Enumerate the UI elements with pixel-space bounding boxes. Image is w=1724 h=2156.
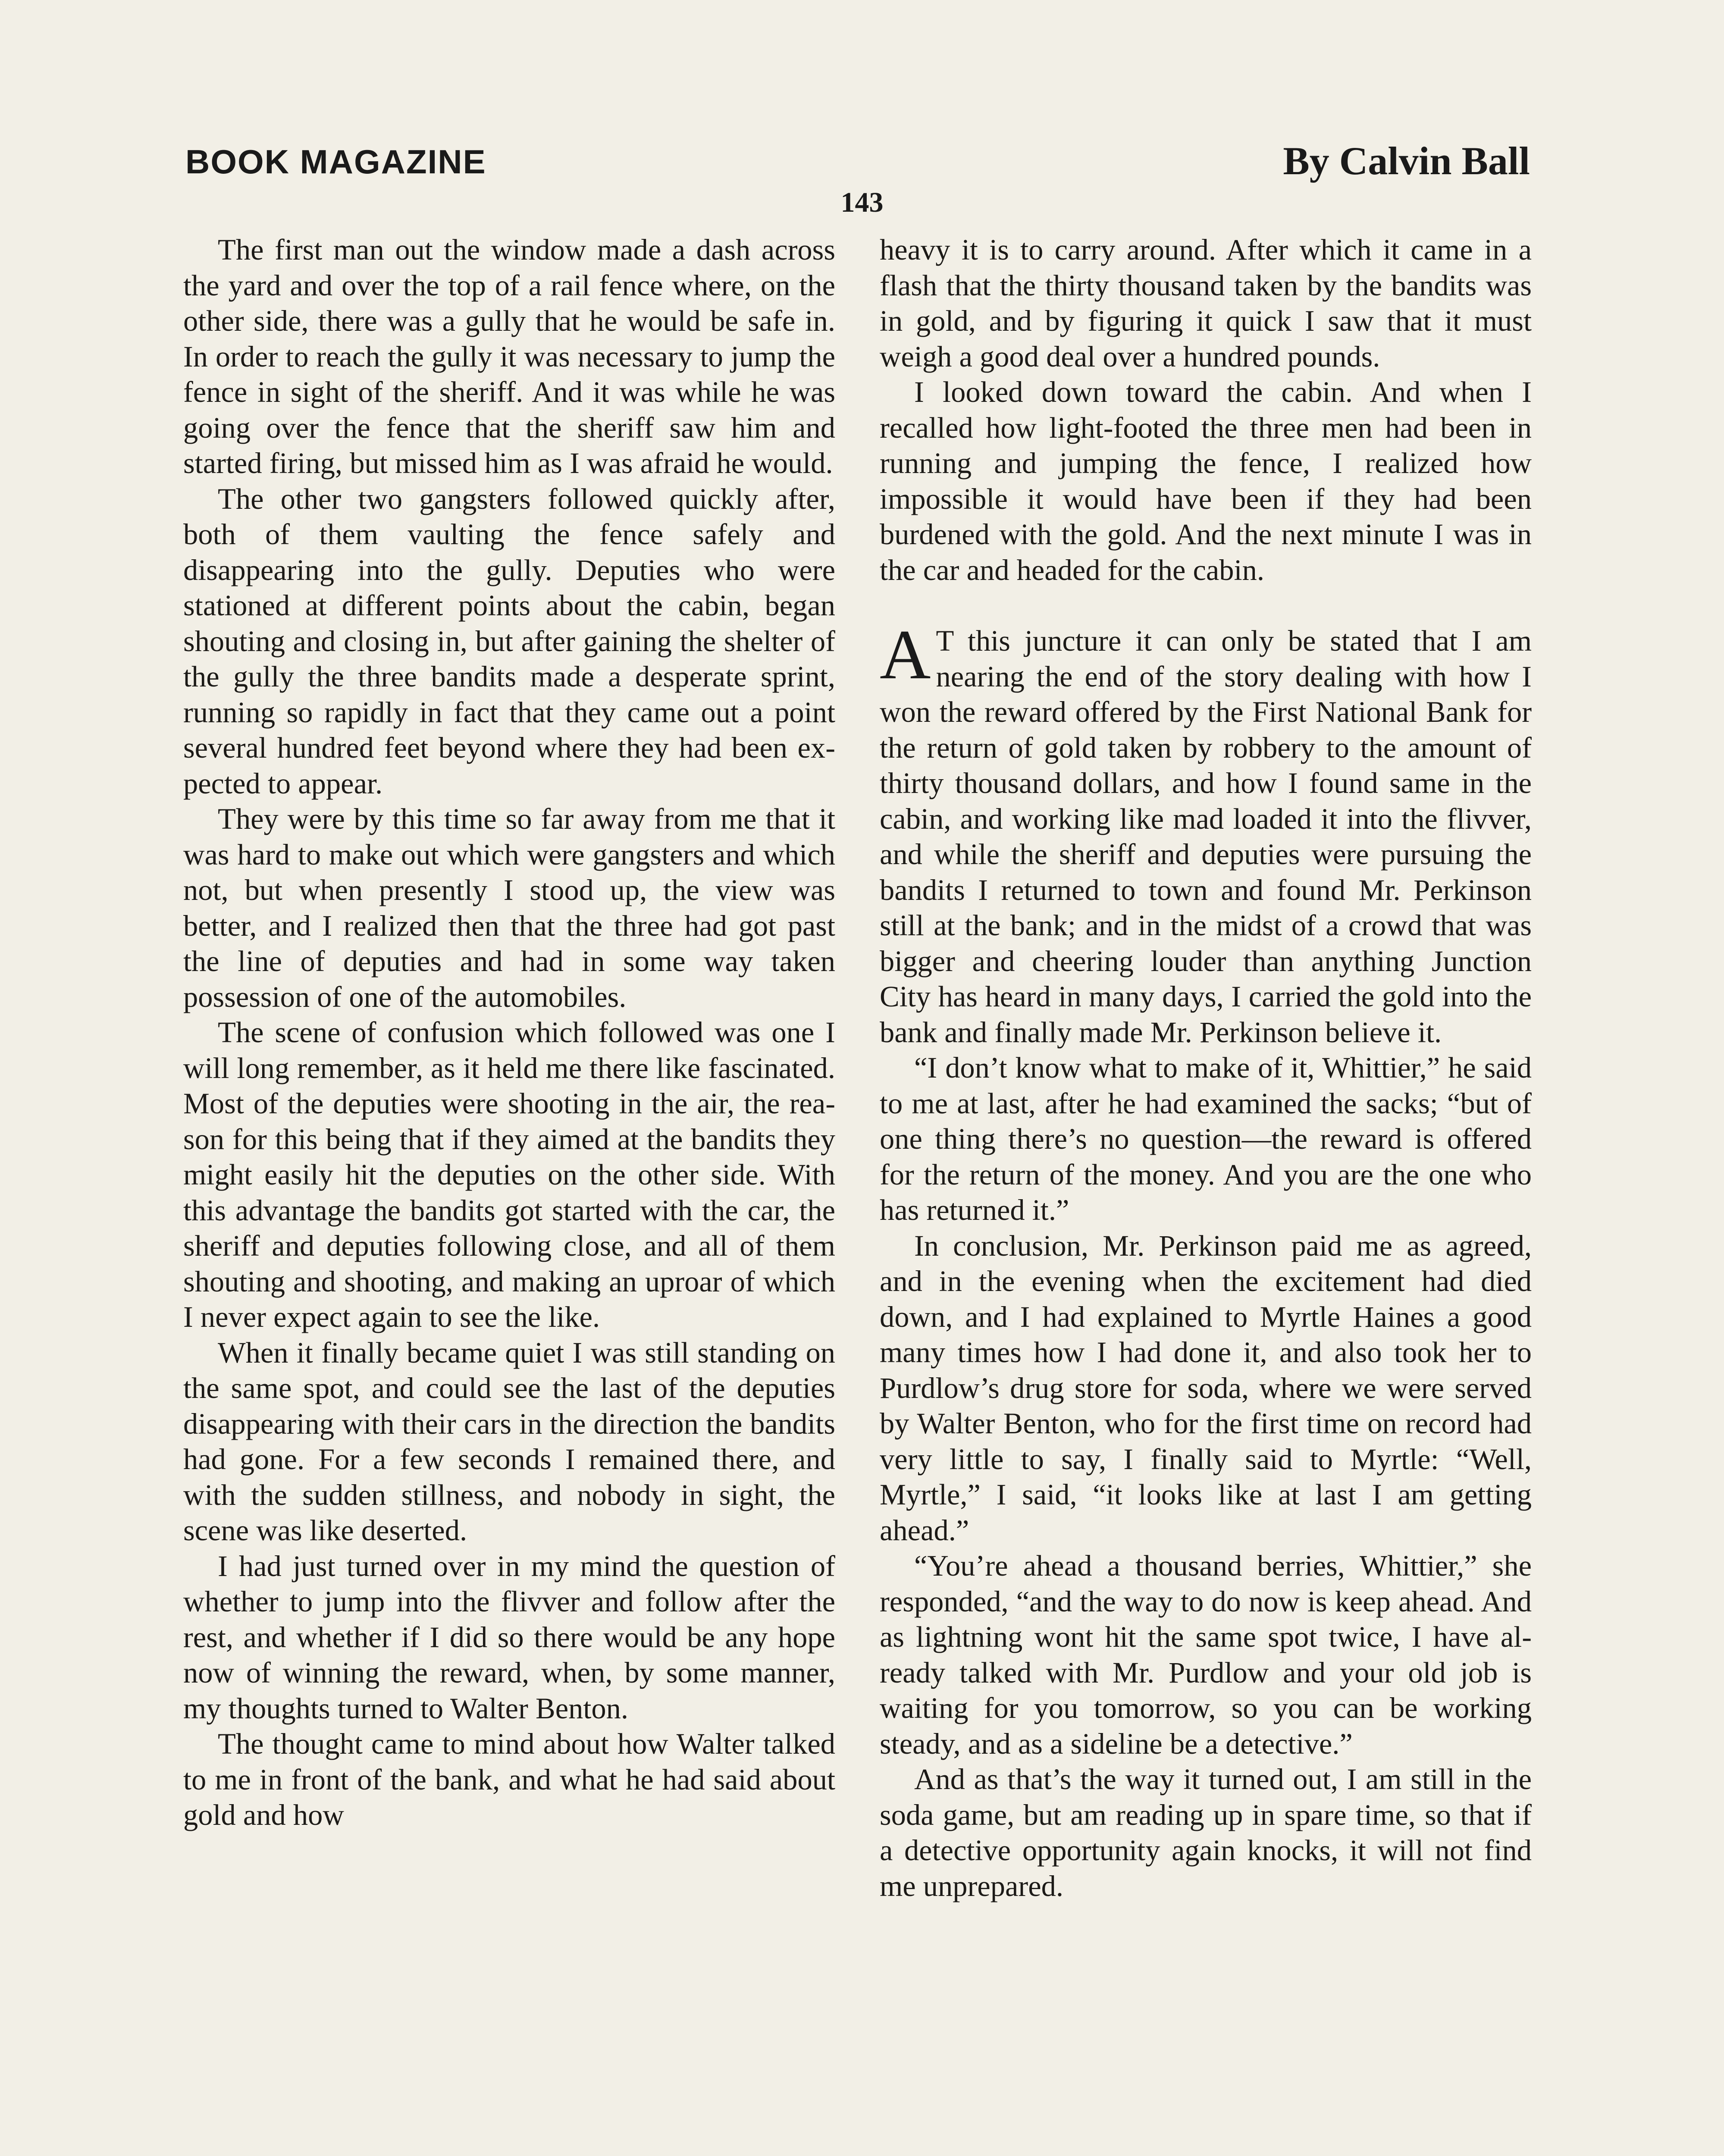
author-byline: By Calvin Ball xyxy=(1283,139,1530,183)
paragraph: The thought came to mind about how Walter talked to me in front of the bank, and what he had said about gold and how xyxy=(183,1727,835,1831)
left-column xyxy=(183,232,835,1833)
right-column xyxy=(880,232,1532,1904)
page-number: 143 xyxy=(840,187,884,218)
paragraph: The scene of confusion which followed was one I will long remember, as it held me there like fascinated. Most of the deputies were shooting in the air, the reason for this being that if they aimed at the bandits they might easily hit the deputies on the other side. With this advantage the bandits got started with the car, the sheriff and deputies following close, and all of them shouting and shooting, and making an uproar of which I never expect again to see the like. xyxy=(183,1016,835,1333)
paragraph-continuation: heavy it is to carry around. After which it came in a flash that the thirty thousand taken by the bandits was in gold, and by figuring it quick I saw that it must weigh a good deal over a hundred pounds. xyxy=(880,233,1532,373)
magazine-title: BOOK MAGAZINE xyxy=(185,143,486,181)
paragraph: When it finally became quiet I was still standing on the same spot, and could see the last of the deputies disappearing with their cars in the direction the bandits had gone. For a few seconds I remained there, and with the sudden stillness, and nobody in sight, the scene was like deserted. xyxy=(183,1336,835,1547)
paragraph: “You’re ahead a thousand berries, Whittier,” she responded, “and the way to do now is keep ahead. And as lightning wont hit the same spot twice, I have already talked with Mr. Purdlow and your old job is waiting for you tomorrow, so you can be working steady, and as a sideline be a detective.” xyxy=(880,1549,1532,1760)
paragraph: In conclusion, Mr. Perkinson paid me as agreed, and in the evening when the excitement had died down, and I had explained to Myrtle Haines a good many times how I had done it, and also took her to Purdlow’s drug store for soda, where we were served by Walter Benton, who for the first time on record had very little to say, I finally said to Myrtle: “Well, Myrtle,” I said, “it looks like at last I am getting ahead.” xyxy=(880,1229,1532,1547)
drop-cap: A xyxy=(880,616,931,694)
paragraph: The other two gangsters followed quickly after, both of them vaulting the fence safely and disappearing into the gully. Deputies who were stationed at different points about the cabin, began shouting and closing in, but after gaining the shelter of the gully the three bandits made a desperate sprint, running so rapidly in fact that they came out a point several hundred feet beyond where they had been expected to appear. xyxy=(183,482,835,800)
paragraph: I looked down toward the cabin. And when I recalled how light-footed the three men had been in running and jumping the fence, I realized how impossible it would have been if they had been burdened with the gold. And the next minute I was in the car and headed for the cabin. xyxy=(880,376,1532,586)
paragraph: And as that’s the way it turned out, I am still in the soda game, but am reading up in spare time, so that if a detective opportunity again knocks, it will not find me unprepared. xyxy=(880,1763,1532,1902)
paragraph: I had just turned over in my mind the question of whether to jump into the flivver and follow after the rest, and whether if I did so there would be any hope now of winning the reward, when, by some manner, my thoughts turned to Walter Benton. xyxy=(183,1549,835,1725)
paragraph: “I don’t know what to make of it, Whittier,” he said to me at last, after he had examined the sacks; “but of one thing there’s no question—the reward is offered for the return of the money. And you are the one who has returned it.” xyxy=(880,1051,1532,1226)
paragraph: They were by this time so far away from me that it was hard to make out which were gangsters and which not, but when presently I stood up, the view was better, and I realized then that the three had got past the line of deputies and had in some way taken possession of one of the automobiles. xyxy=(183,802,835,1013)
section-text: T this juncture it can only be stated that I am nearing the end of the story dealing with how I won the reward offered by the First National Bank for the return of gold taken by robbery to the amount of thirty thousand dollars, and how I found same in the cabin, and working like mad loaded it into the flivver, and while the sheriff and deputies were pursuing the bandits I returned to town and found Mr. Perkinson still at the bank; and in the midst of a crowd that was bigger and cheering louder than anything Junction City has heard in many days, I carried the gold into the bank and finally made Mr. Perkinson believe it. xyxy=(880,624,1532,1049)
paragraph: The first man out the window made a dash across the yard and over the top of a rail fence where, on the other side, there was a gully that he would be safe in. In order to reach the gully it was necessary to jump the fence in sight of the sheriff. And it was while he was going over the fence that the sheriff saw him and started firing, but missed him as I was afraid he would. xyxy=(183,233,835,479)
section-start-paragraph xyxy=(880,616,1532,1050)
